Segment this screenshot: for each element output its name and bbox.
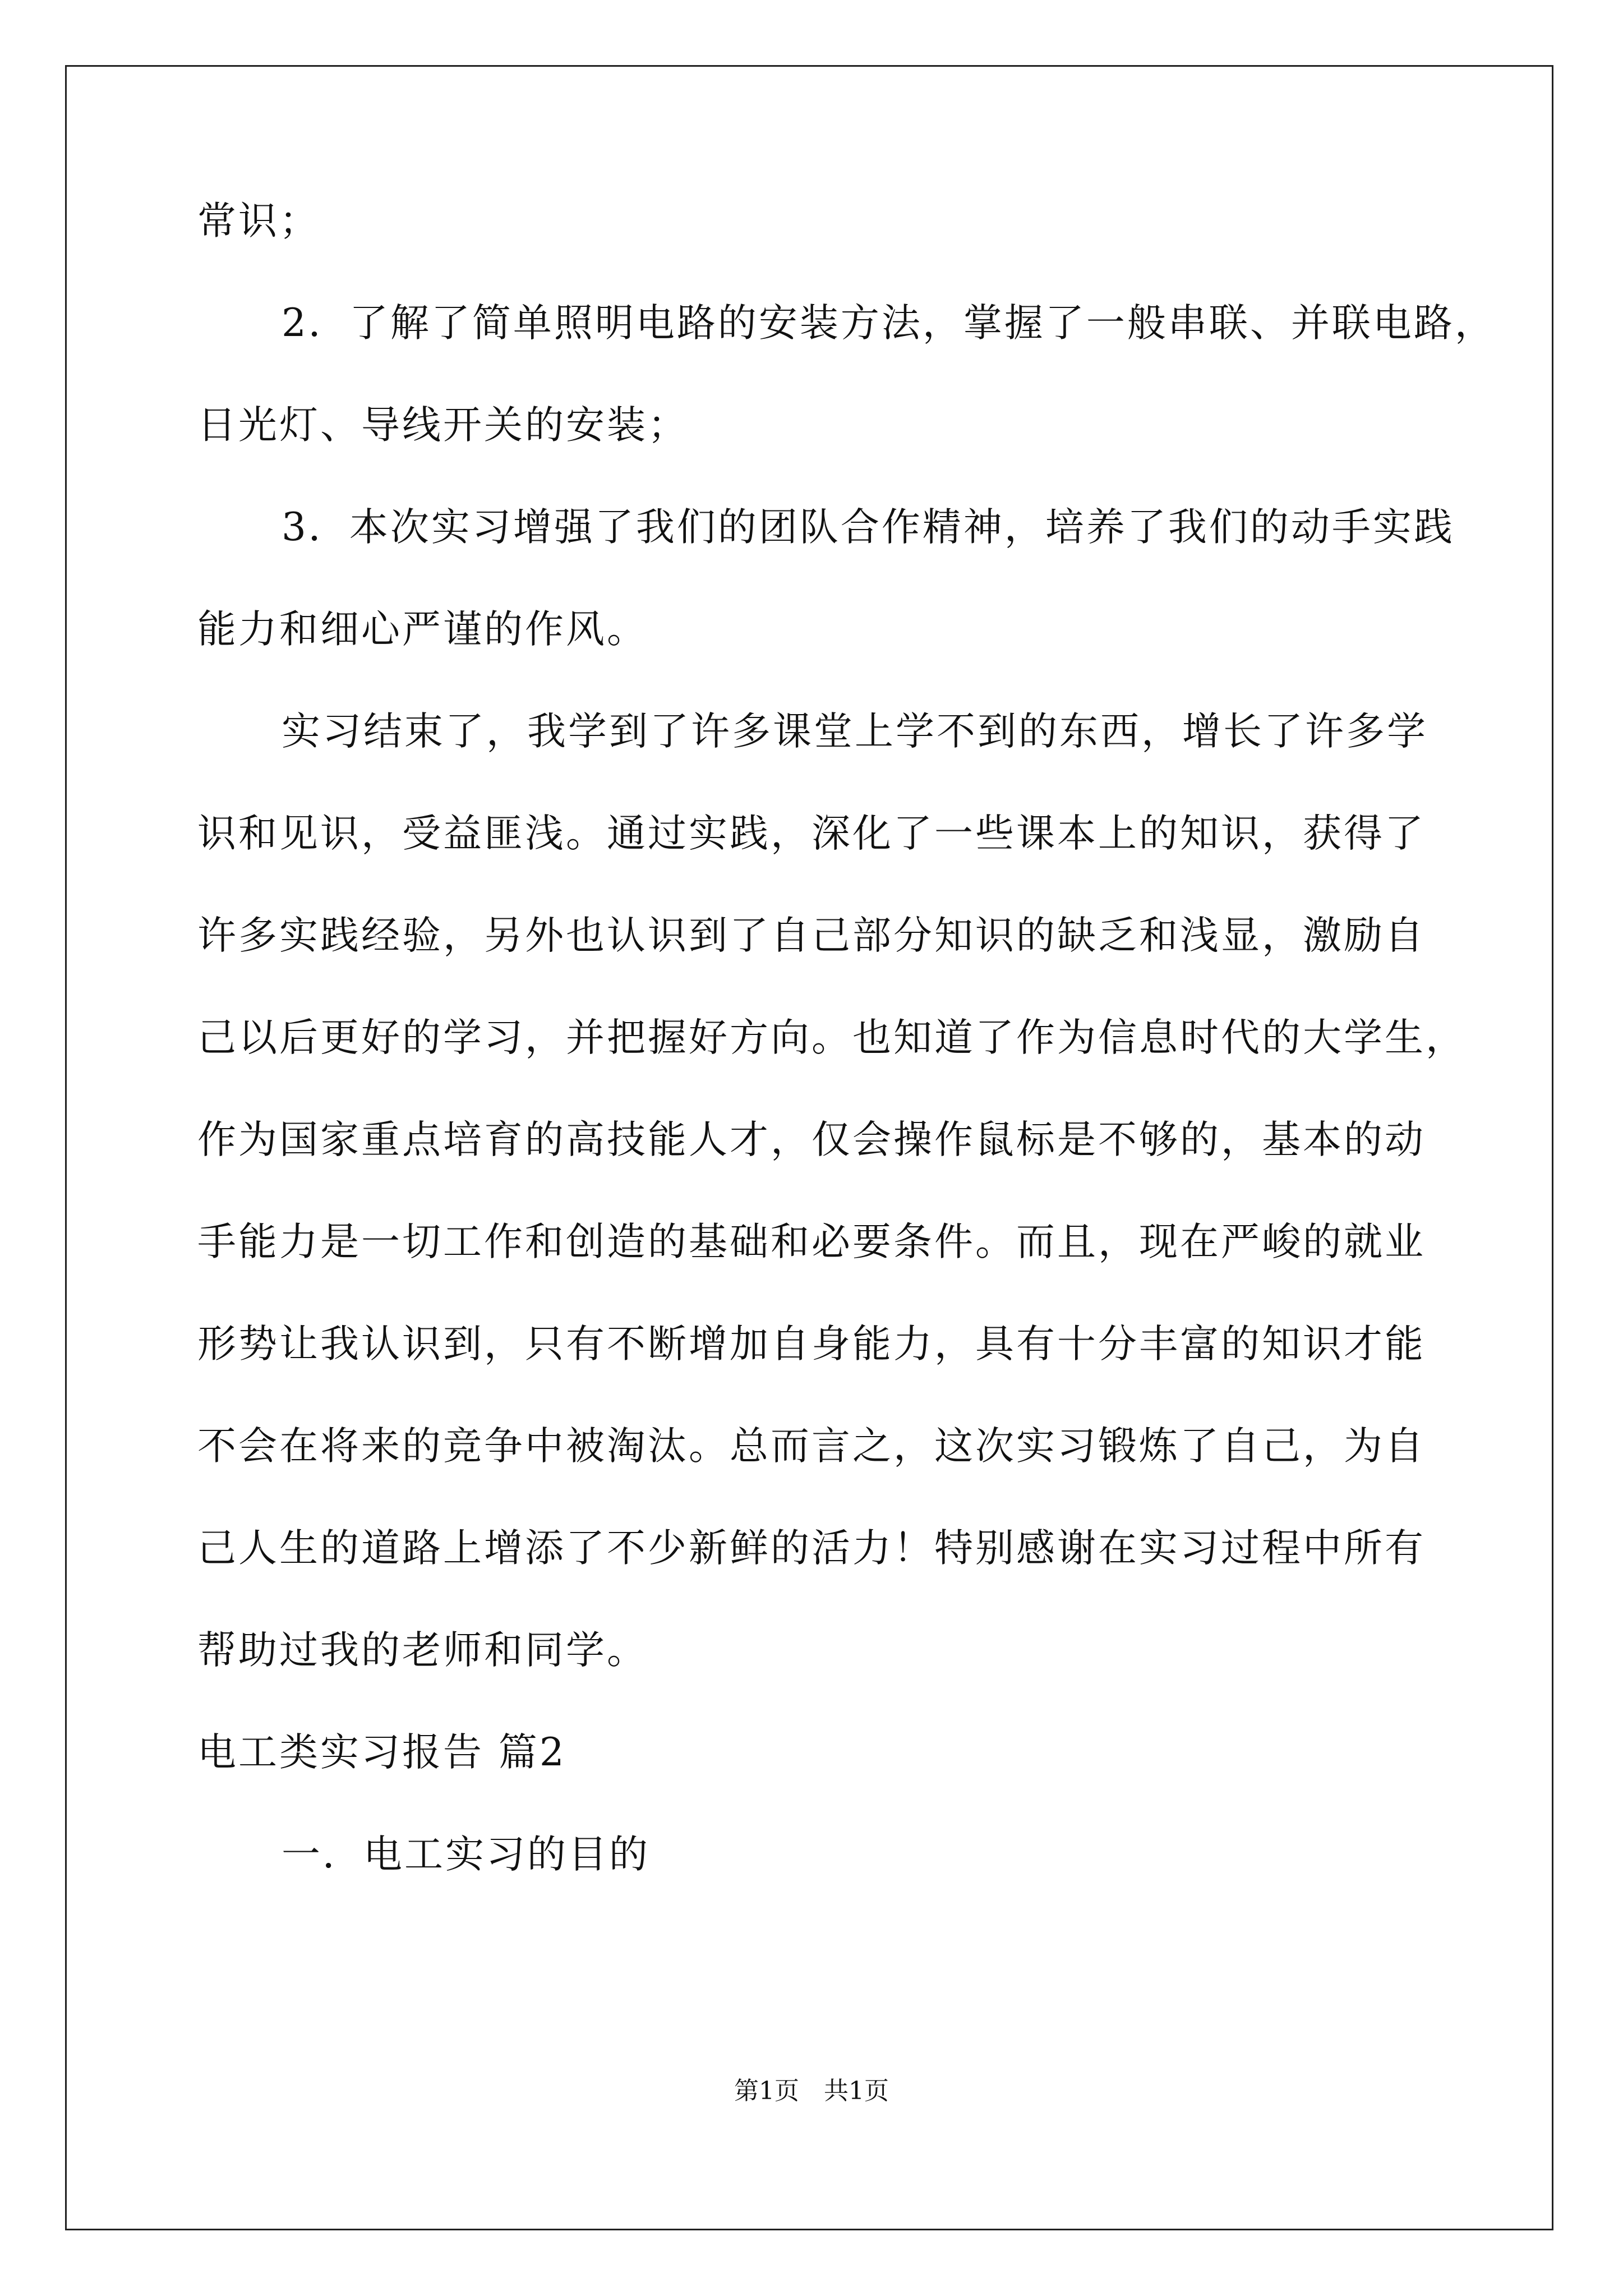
text-line: 不会在将来的竞争中被淘汰。总而言之，这次实习锻炼了自己，为自 [197,1424,1426,1469]
text-line: 2．了解了简单照明电路的安装方法，掌握了一般串联、并联电路， [282,301,1496,346]
text-line: 识和见识，受益匪浅。通过实践，深化了一些课本上的知识，获得了 [197,811,1426,856]
section-heading: 电工类实习报告 篇2 [197,1730,566,1775]
page-number: 第1页 共1页 [734,2077,889,2105]
text-line: 许多实践经验，另外也认识到了自己部分知识的缺乏和浅显，激励自 [197,913,1426,958]
text-line: 常识； [197,199,320,243]
text-line: 实习结束了，我学到了许多课堂上学不到的东西，增长了许多学 [282,709,1428,754]
text-line: 己人生的道路上增添了不少新鲜的活力！特别感谢在实习过程中所有 [197,1526,1426,1571]
text-line: 手能力是一切工作和创造的基础和必要条件。而且，现在严峻的就业 [197,1220,1426,1264]
text-line: 形势让我认识到，只有不断增加自身能力，具有十分丰富的知识才能 [197,1322,1426,1366]
text-line: 3．本次实习增强了我们的团队合作精神，培养了我们的动手实践 [282,505,1455,550]
text-line: 己以后更好的学习，并把握好方向。也知道了作为信息时代的大学生， [197,1015,1467,1060]
text-line: 日光灯、导线开关的安装； [197,403,689,448]
text-line: 能力和细心严谨的作风。 [197,607,648,652]
subsection-heading: 一．电工实习的目的 [282,1832,650,1877]
text-line: 帮助过我的老师和同学。 [197,1628,648,1673]
text-line: 作为国家重点培育的高技能人才，仅会操作鼠标是不够的，基本的动 [197,1117,1426,1162]
